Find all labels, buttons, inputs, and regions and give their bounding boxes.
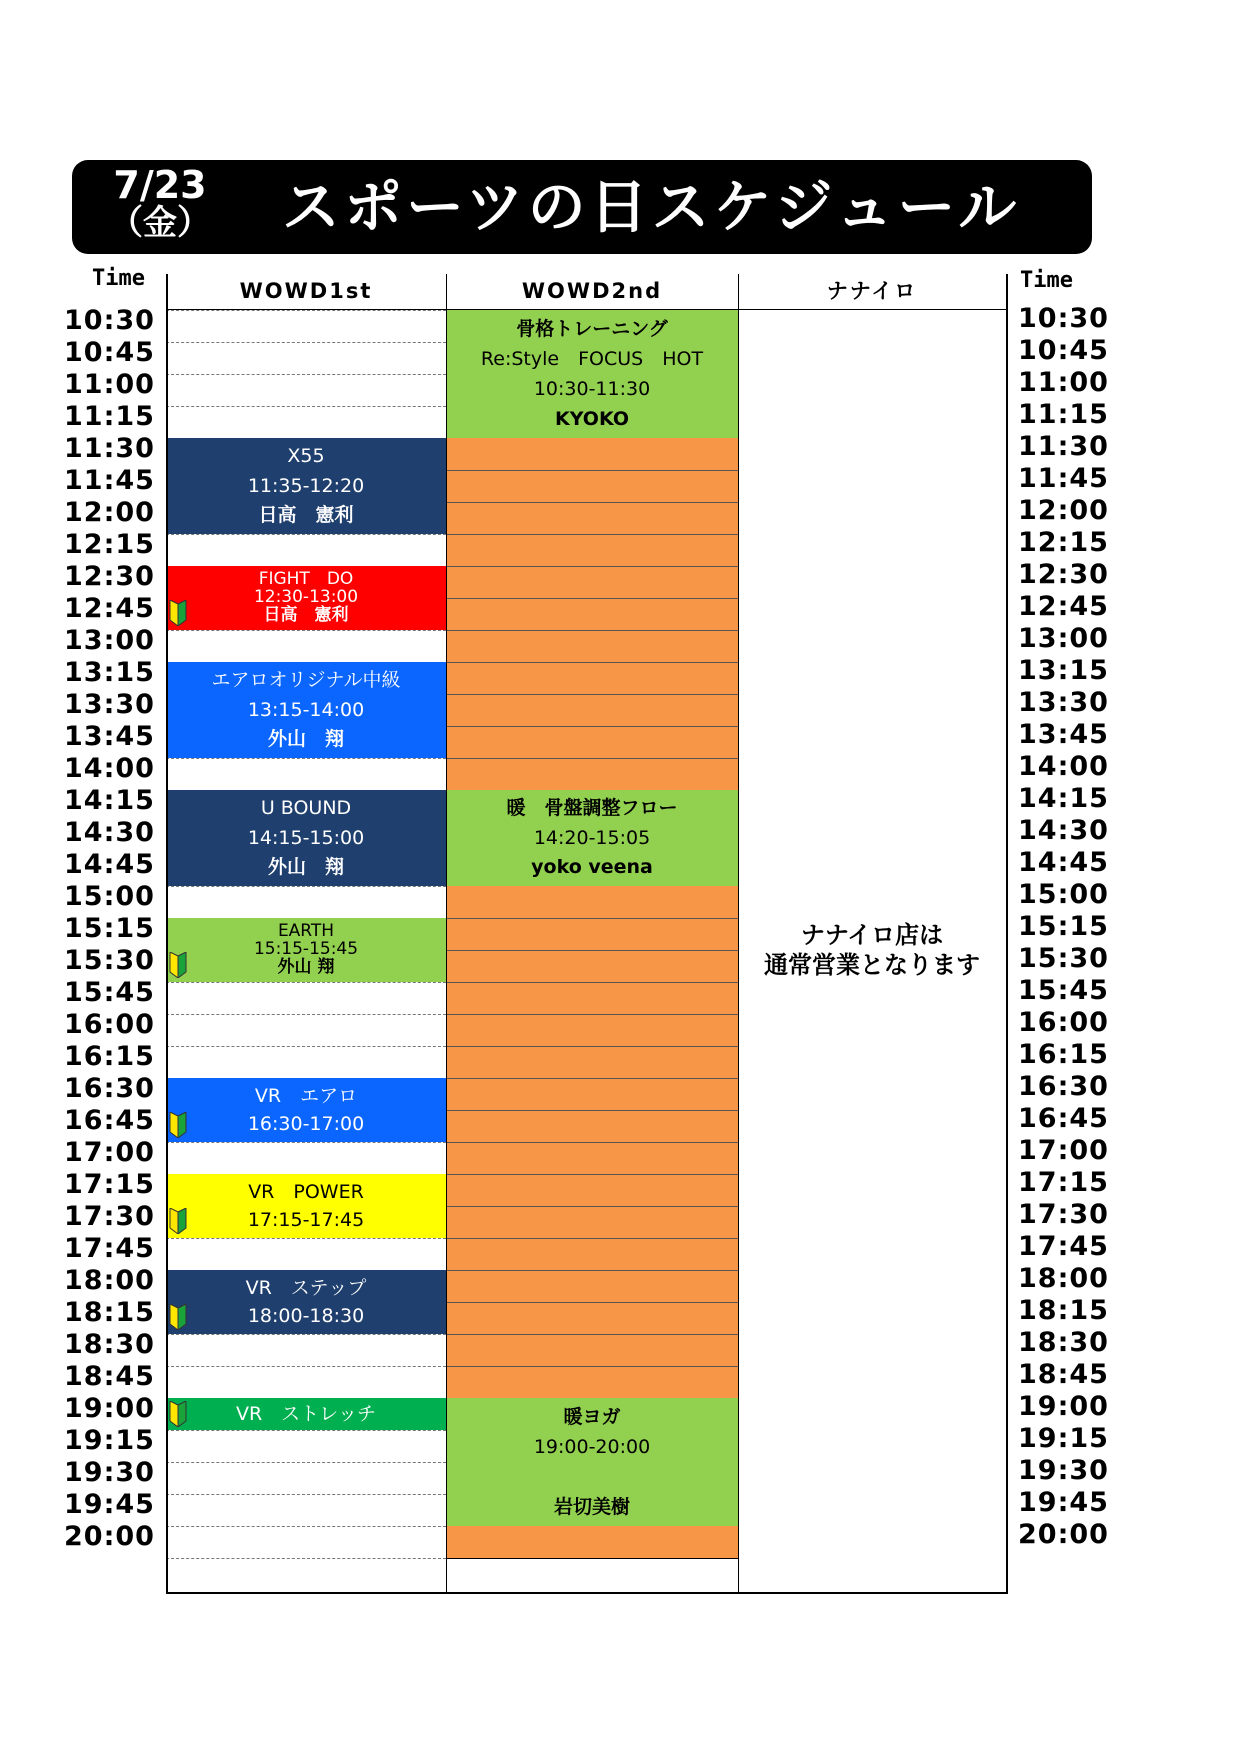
time-label-left: 11:15 bbox=[64, 401, 155, 432]
time-label-right: 13:15 bbox=[1018, 655, 1109, 686]
class-name: X55 bbox=[287, 445, 325, 468]
unavailable-row-line bbox=[446, 918, 738, 919]
time-label-right: 14:30 bbox=[1018, 815, 1109, 846]
unavailable-row-line bbox=[446, 1334, 738, 1335]
grid-row-line bbox=[166, 982, 446, 983]
time-label-left: 17:45 bbox=[64, 1233, 155, 1264]
grid-border bbox=[166, 309, 1006, 310]
nanairo-notice bbox=[740, 920, 1004, 980]
column-header-nanairo: ナナイロ bbox=[826, 279, 918, 303]
unavailable-row-line bbox=[446, 566, 738, 567]
time-label-right: 11:15 bbox=[1018, 399, 1109, 430]
unavailable-row-line bbox=[446, 726, 738, 727]
grid-row-line bbox=[166, 886, 446, 887]
studio1-class bbox=[166, 662, 446, 758]
grid-border bbox=[738, 274, 739, 1592]
unavailable-row-line bbox=[446, 470, 738, 471]
time-label-left: 12:45 bbox=[64, 593, 155, 624]
unavailable-row-line bbox=[446, 982, 738, 983]
studio2-class bbox=[446, 310, 738, 438]
unavailable-row-line bbox=[446, 1238, 738, 1239]
class-time: 14:15-15:00 bbox=[247, 826, 365, 849]
date-label: 7/23 bbox=[113, 163, 207, 207]
studio2-class bbox=[446, 1398, 738, 1526]
studio1-class bbox=[166, 1078, 446, 1142]
beginner-mark-icon bbox=[168, 600, 188, 626]
time-label-left: 13:00 bbox=[64, 625, 155, 656]
time-label-left: 14:00 bbox=[64, 753, 155, 784]
grid-border bbox=[166, 1592, 1008, 1594]
unavailable-row-line bbox=[446, 758, 738, 759]
class-name: VR ストレッチ bbox=[235, 1402, 376, 1425]
beginner-mark-icon bbox=[168, 1112, 188, 1138]
grid-row-line bbox=[166, 1014, 446, 1015]
grid-row-line bbox=[166, 406, 446, 407]
unavailable-row-line bbox=[446, 502, 738, 503]
grid-row-line bbox=[166, 758, 446, 759]
time-label-right: 19:45 bbox=[1018, 1487, 1109, 1518]
time-label-left: 18:15 bbox=[64, 1297, 155, 1328]
class-instructor: KYOKO bbox=[555, 407, 629, 430]
time-label-right: 16:45 bbox=[1018, 1103, 1109, 1134]
time-label-right: 11:30 bbox=[1018, 431, 1109, 462]
time-label-left: 16:45 bbox=[64, 1105, 155, 1136]
class-name: U BOUND bbox=[260, 797, 352, 820]
unavailable-row-line bbox=[446, 662, 738, 663]
time-label-left: 15:00 bbox=[64, 881, 155, 912]
time-label-right: 15:30 bbox=[1018, 943, 1109, 974]
class-name: VR POWER bbox=[248, 1180, 364, 1203]
class-time: 15:15-15:45 bbox=[253, 939, 359, 960]
class-name: 暖ヨガ bbox=[563, 1405, 621, 1428]
class-time: 12:30-13:00 bbox=[253, 587, 359, 608]
time-label-left: 12:30 bbox=[64, 561, 155, 592]
studio1-class bbox=[166, 1174, 446, 1238]
class-instructor: 日高 憲利 bbox=[263, 604, 349, 625]
grid-border bbox=[446, 1558, 738, 1559]
time-label-left: 16:00 bbox=[64, 1009, 155, 1040]
time-label-right: 17:45 bbox=[1018, 1231, 1109, 1262]
time-label-left: 19:30 bbox=[64, 1457, 155, 1488]
class-instructor: 外山 翔 bbox=[277, 956, 335, 977]
class-name: VR エアロ bbox=[254, 1084, 358, 1107]
class-name: FIGHT DO bbox=[258, 569, 354, 590]
class-time: 18:00-18:30 bbox=[247, 1304, 365, 1327]
class-time: 16:30-17:00 bbox=[247, 1112, 365, 1135]
grid-row-line bbox=[166, 1238, 446, 1239]
time-label-right: 12:00 bbox=[1018, 495, 1109, 526]
class-time: 13:15-14:00 bbox=[247, 698, 365, 721]
grid-row-line bbox=[166, 1462, 446, 1463]
time-header-left: Time bbox=[92, 266, 145, 291]
time-label-right: 10:45 bbox=[1018, 335, 1109, 366]
time-label-left: 12:00 bbox=[64, 497, 155, 528]
unavailable-row-line bbox=[446, 1302, 738, 1303]
time-label-right: 11:45 bbox=[1018, 463, 1109, 494]
time-label-right: 17:00 bbox=[1018, 1135, 1109, 1166]
time-label-right: 12:45 bbox=[1018, 591, 1109, 622]
time-label-right: 18:45 bbox=[1018, 1359, 1109, 1390]
time-label-left: 15:45 bbox=[64, 977, 155, 1008]
class-instructor: 日高 憲利 bbox=[258, 503, 354, 526]
time-label-right: 13:00 bbox=[1018, 623, 1109, 654]
studio1-class bbox=[166, 918, 446, 982]
time-label-left: 15:30 bbox=[64, 945, 155, 976]
time-label-left: 17:00 bbox=[64, 1137, 155, 1168]
beginner-mark-icon bbox=[168, 1208, 188, 1234]
grid-row-line bbox=[166, 1558, 446, 1559]
grid-row-line bbox=[166, 374, 446, 375]
time-label-left: 10:45 bbox=[64, 337, 155, 368]
time-label-right: 18:00 bbox=[1018, 1263, 1109, 1294]
class-time: 14:20-15:05 bbox=[533, 826, 651, 849]
time-label-left: 19:00 bbox=[64, 1393, 155, 1424]
time-label-right: 13:30 bbox=[1018, 687, 1109, 718]
time-label-left: 15:15 bbox=[64, 913, 155, 944]
time-label-left: 13:45 bbox=[64, 721, 155, 752]
time-label-left: 13:30 bbox=[64, 689, 155, 720]
time-label-right: 14:45 bbox=[1018, 847, 1109, 878]
time-label-right: 17:30 bbox=[1018, 1199, 1109, 1230]
time-label-left: 14:45 bbox=[64, 849, 155, 880]
unavailable-row-line bbox=[446, 1142, 738, 1143]
beginner-mark-icon bbox=[168, 952, 188, 978]
time-label-right: 19:00 bbox=[1018, 1391, 1109, 1422]
time-label-right: 14:15 bbox=[1018, 783, 1109, 814]
class-instructor: 外山 翔 bbox=[267, 855, 344, 878]
time-label-right: 15:45 bbox=[1018, 975, 1109, 1006]
grid-row-line bbox=[166, 630, 446, 631]
grid-row-line bbox=[166, 1430, 446, 1431]
schedule-banner bbox=[72, 160, 1092, 254]
class-time: 19:00-20:00 bbox=[533, 1435, 651, 1458]
time-label-left: 13:15 bbox=[64, 657, 155, 688]
time-label-left: 18:45 bbox=[64, 1361, 155, 1392]
time-label-left: 20:00 bbox=[64, 1521, 155, 1552]
time-label-right: 11:00 bbox=[1018, 367, 1109, 398]
grid-row-line bbox=[166, 1046, 446, 1047]
unavailable-row-line bbox=[446, 694, 738, 695]
time-label-left: 11:30 bbox=[64, 433, 155, 464]
page-title: スポーツの日スケジュール bbox=[282, 173, 1021, 241]
time-label-left: 12:15 bbox=[64, 529, 155, 560]
unavailable-row-line bbox=[446, 1078, 738, 1079]
unavailable-row-line bbox=[446, 1046, 738, 1047]
class-time: 17:15-17:45 bbox=[247, 1208, 365, 1231]
time-label-right: 18:30 bbox=[1018, 1327, 1109, 1358]
grid-row-line bbox=[166, 1494, 446, 1495]
time-label-right: 15:15 bbox=[1018, 911, 1109, 942]
unavailable-row-line bbox=[446, 1270, 738, 1271]
unavailable-row-line bbox=[446, 598, 738, 599]
grid-border bbox=[1006, 274, 1008, 1592]
weekday-label: （金） bbox=[109, 203, 211, 243]
grid-row-line bbox=[166, 310, 446, 311]
time-label-left: 17:30 bbox=[64, 1201, 155, 1232]
time-label-left: 19:15 bbox=[64, 1425, 155, 1456]
time-label-left: 11:45 bbox=[64, 465, 155, 496]
time-label-left: 14:30 bbox=[64, 817, 155, 848]
unavailable-row-line bbox=[446, 1174, 738, 1175]
time-label-right: 13:45 bbox=[1018, 719, 1109, 750]
time-label-right: 16:00 bbox=[1018, 1007, 1109, 1038]
studio1-class bbox=[166, 566, 446, 630]
class-instructor: 岩切美樹 bbox=[553, 1495, 630, 1518]
unavailable-row-line bbox=[446, 630, 738, 631]
time-label-left: 11:00 bbox=[64, 369, 155, 400]
unavailable-row-line bbox=[446, 1110, 738, 1111]
unavailable-row-line bbox=[446, 1206, 738, 1207]
nanairo-notice-line1: ナナイロ店は bbox=[800, 921, 944, 949]
class-subtitle: Re:Style FOCUS HOT bbox=[480, 347, 704, 370]
class-time: 11:35-12:20 bbox=[247, 474, 365, 497]
studio1-class bbox=[166, 1270, 446, 1334]
studio2-class bbox=[446, 790, 738, 886]
beginner-mark-icon bbox=[168, 1304, 188, 1330]
grid-row-line bbox=[166, 1334, 446, 1335]
studio1-class bbox=[166, 438, 446, 534]
unavailable-row-line bbox=[446, 1366, 738, 1367]
grid-row-line bbox=[166, 1142, 446, 1143]
time-label-right: 16:15 bbox=[1018, 1039, 1109, 1070]
time-label-left: 19:45 bbox=[64, 1489, 155, 1520]
column-header-wowd2nd: WOWD2nd bbox=[521, 279, 663, 303]
time-label-left: 18:00 bbox=[64, 1265, 155, 1296]
class-instructor: 外山 翔 bbox=[267, 727, 344, 750]
time-label-right: 20:00 bbox=[1018, 1519, 1109, 1550]
time-label-right: 14:00 bbox=[1018, 751, 1109, 782]
class-spacer bbox=[589, 1467, 595, 1488]
grid-row-line bbox=[166, 342, 446, 343]
class-name: 暖 骨盤調整フロー bbox=[506, 797, 678, 820]
class-instructor: yoko veena bbox=[531, 855, 653, 878]
class-name: エアロオリジナル中級 bbox=[211, 669, 401, 692]
unavailable-row-line bbox=[446, 950, 738, 951]
time-label-right: 19:15 bbox=[1018, 1423, 1109, 1454]
class-time: 10:30-11:30 bbox=[533, 377, 651, 400]
studio1-class bbox=[166, 790, 446, 886]
time-label-right: 18:15 bbox=[1018, 1295, 1109, 1326]
grid-border bbox=[446, 274, 447, 1592]
unavailable-row-line bbox=[446, 534, 738, 535]
time-header-right: Time bbox=[1020, 268, 1073, 293]
time-label-left: 16:30 bbox=[64, 1073, 155, 1104]
grid-row-line bbox=[166, 534, 446, 535]
unavailable-row-line bbox=[446, 1014, 738, 1015]
grid-row-line bbox=[166, 1366, 446, 1367]
time-label-right: 19:30 bbox=[1018, 1455, 1109, 1486]
grid-row-line bbox=[166, 1526, 446, 1527]
time-label-right: 17:15 bbox=[1018, 1167, 1109, 1198]
column-header-wowd1st: WOWD1st bbox=[239, 279, 373, 303]
time-label-right: 12:15 bbox=[1018, 527, 1109, 558]
unavailable-block bbox=[446, 1526, 738, 1558]
studio1-class bbox=[166, 1398, 446, 1430]
time-label-right: 10:30 bbox=[1018, 303, 1109, 334]
time-label-left: 10:30 bbox=[64, 305, 155, 336]
time-label-left: 17:15 bbox=[64, 1169, 155, 1200]
time-label-right: 12:30 bbox=[1018, 559, 1109, 590]
beginner-mark-icon bbox=[168, 1401, 188, 1427]
banner-date bbox=[100, 163, 220, 243]
grid-border bbox=[166, 274, 168, 1592]
class-name: VR ステップ bbox=[245, 1276, 367, 1299]
time-label-right: 16:30 bbox=[1018, 1071, 1109, 1102]
time-label-left: 16:15 bbox=[64, 1041, 155, 1072]
time-label-left: 14:15 bbox=[64, 785, 155, 816]
time-label-left: 18:30 bbox=[64, 1329, 155, 1360]
nanairo-notice-line2: 通常営業となります bbox=[764, 951, 980, 979]
class-name: 骨格トレーニング bbox=[516, 317, 668, 340]
class-name: EARTH bbox=[277, 921, 335, 942]
unavailable-block bbox=[446, 438, 738, 790]
time-label-right: 15:00 bbox=[1018, 879, 1109, 910]
